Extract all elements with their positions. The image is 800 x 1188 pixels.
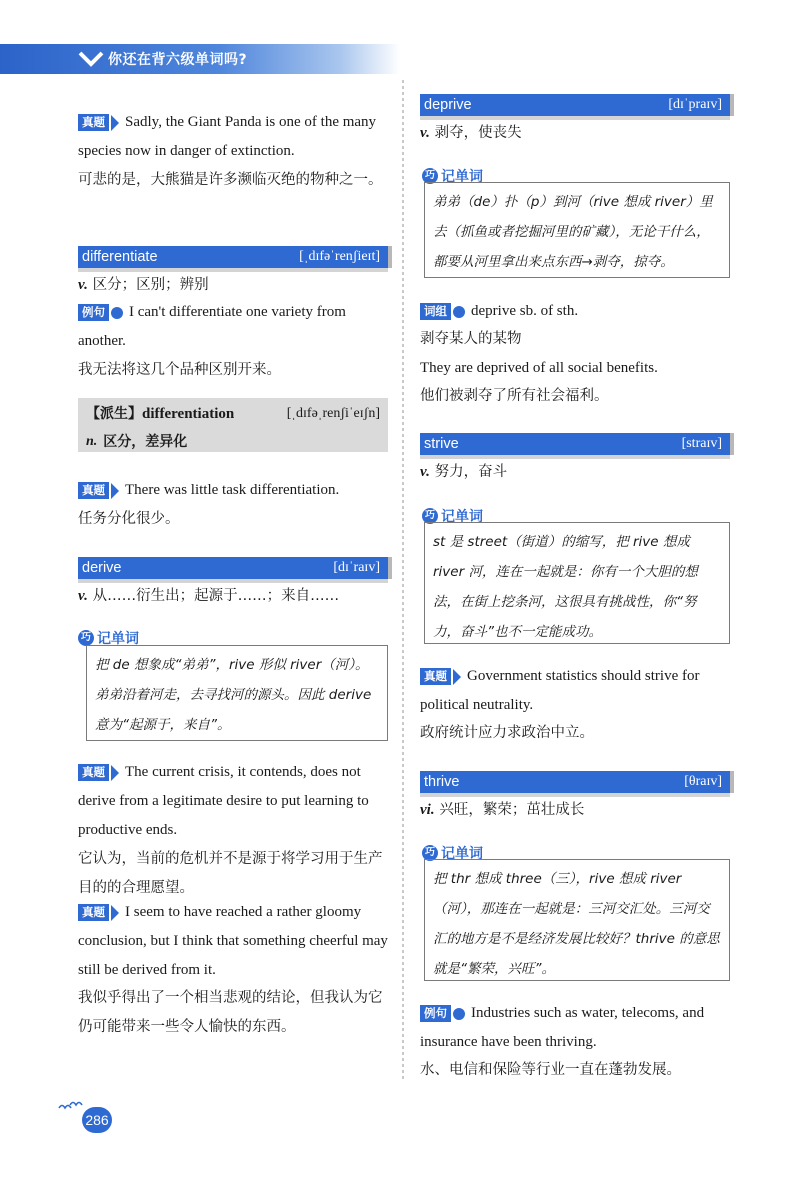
intro-translation: 可悲的是，大熊猫是许多濒临灭绝的物种之一。 [78,172,383,188]
meaning-deprive: v. 剥夺，使丧失 [420,125,522,141]
memo-box-strive: st 是 street（街道）的缩写，把 rive 想成 river 河，连在一起就是：你有一个大胆的想法，在街上挖条河，这很具有挑战性，你“努力，奋斗”也不一定能成功。 [424,522,730,644]
zhenti-strive: 真题 Government statistics should strive for political neutrality. [420,668,700,713]
zhenti1-derive: 真题 The current crisis, it contends, does not derive from a legitimate desire to put learning to productive ends. [78,764,369,838]
memo-heading-deprive: 巧 记单词 [422,166,483,186]
header-banner [0,44,400,74]
phrase-deprive: 词组 deprive sb. of sth. [420,297,732,326]
zhenti-tag: 真题 [78,482,119,499]
entry-header-strive: strive [straɪv] [420,433,730,455]
column-divider [402,80,404,1080]
derivation-box: 【派生】differentiation [ˌdɪfəˌrenʃiˈeɪʃn] n. 区分，差异化 [78,398,388,452]
zhenti1-translation-derive: 它认为，当前的危机并不是源于将学习用于生产目的的合理愿望。 [78,851,383,896]
cizu-tag: 词组 [420,303,465,320]
example-translation-thrive: 水、电信和保险等行业一直在蓬勃发展。 [420,1062,681,1078]
liju-tag: 例句 [420,1005,465,1022]
entry-header-differentiate: differentiate [ˌdɪfəˈrenʃieɪt] [78,246,388,268]
phrase-translation-deprive: 剥夺某人的某物 [420,331,522,347]
example-differentiate: 例句 I can't differentiate one variety from another. [78,304,346,349]
zhenti2-translation-derive: 我似乎得出了一个相当悲观的结论，但我认为它仍可能带来一些令人愉快的东西。 [78,990,383,1035]
header-title: 你还在背六级单词吗? [108,52,248,68]
memo-heading-strive: 巧 记单词 [422,506,483,526]
zhenti2-derive: 真题 I seem to have reached a rather gloomy conclusion, but I think that something cheerful may still be derived from it. [78,904,388,978]
entry-header-thrive: thrive [θraɪv] [420,771,730,793]
meaning-differentiate: v. 区分；区别；辨别 [78,277,209,293]
example-deprive: They are deprived of all social benefits. [420,360,658,376]
memo-box-deprive: 弟弟（de）扑（p）到河（rive 想成 river）里去（抓鱼或者挖掘河里的矿藏），无论干什么，都要从河里拿出来点东西→剥夺，掠夺。 [424,182,730,278]
birds-decoration-icon [58,1100,84,1114]
memo-heading-thrive: 巧 记单词 [422,843,483,863]
zhenti-tag: 真题 [78,904,119,921]
meaning-thrive: vi. 兴旺，繁荣；茁壮成长 [420,802,585,818]
example-translation-deprive: 他们被剥夺了所有社会福利。 [420,388,609,404]
zhenti-differentiate: 真题 There was little task differentiation. [78,476,388,505]
intro-sentence: 真题 Sadly, the Giant Panda is one of the many species now in danger of extinction. [78,114,377,159]
zhenti-tag: 真题 [420,668,461,685]
meaning-strive: v. 努力，奋斗 [420,464,508,480]
example-translation-differentiate: 我无法将这几个品种区别开来。 [78,362,281,378]
chevron-logo-icon [78,50,104,68]
entry-header-derive: derive [dɪˈraɪv] [78,557,388,579]
zhenti-translation-strive: 政府统计应力求政治中立。 [420,725,594,741]
entry-header-deprive: deprive [dɪˈpraɪv] [420,94,730,116]
zhenti-tag: 真题 [78,114,119,131]
liju-tag: 例句 [78,304,123,321]
memo-box-thrive: 把 thr 想成 three（三），rive 想成 river（河），那连在一起就是：三河交汇处。三河交汇的地方是不是经济发展比较好？thrive 的意思就是“繁荣，兴旺”。 [424,859,730,981]
meaning-derive: v. 从……衍生出；起源于……；来自…… [78,588,340,604]
example-thrive: 例句 Industries such as water, telecoms, and insurance have been thriving. [420,1005,705,1050]
page-number: 286 [82,1107,112,1133]
zhenti-translation-differentiate: 任务分化很少。 [78,511,180,527]
memo-box-derive: 把 de 想象成“弟弟”，rive 形似 river（河）。弟弟沿着河走，去寻找河的源头。因此 derive 意为“起源于，来自”。 [86,645,388,741]
memo-heading-derive: 巧 记单词 [78,628,139,648]
zhenti-tag: 真题 [78,764,119,781]
